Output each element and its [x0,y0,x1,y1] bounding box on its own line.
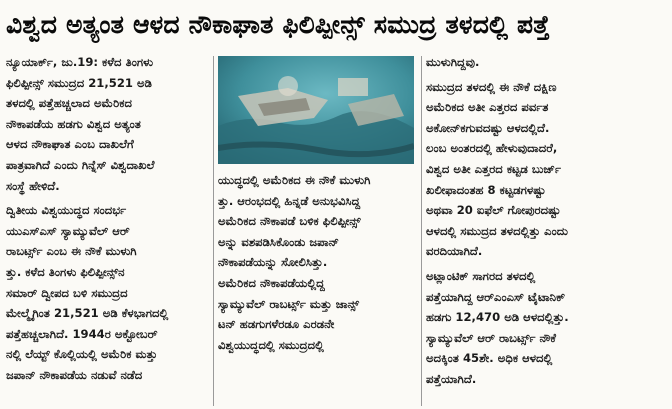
paragraph: ಯುದ್ಧದಲ್ಲಿ ಅಮೆರಿಕದ ಈ ನೌಕೆ ಮುಳುಗಿ ತ್ತು. ಆರಂಭದಲ್ಲಿ ಹಿನ್ನಡೆ ಅನುಭವಿಸಿದ್ದ ಅಮೆರಿಕದ ನೌಕಾಪಡೆ ಬಳಿಕ ಫಿಲಿಪ್ಪೀನ್ಸ್ ಅನ್ನು ವಶಪಡಿಸಿಕೊಂಡು ಜಪಾನ್ ನೌಕಾಪಡೆಯನ್ನು ಸೋಲಿಸಿತ್ತು. ಅಮೆರಿಕದ ನೌಕಾಪಡೆಯಲ್ಲಿದ್ದ ಸ್ಯಾಮ್ಯುವೆಲ್ ರಾಬರ್ಟ್ಸ್ ಮತ್ತು ಜಾನ್ಸ್ ಟನ್ ಹಡಗುಗಳೆರಡೂ ಎರಡನೇ ವಿಶ್ವಯುದ್ಧದಲ್ಲಿ ಸಮುದ್ರದಲ್ಲಿ [218,173,371,352]
paragraph: ಅಟ್ಲಾಂಟಿಕ್ ಸಾಗರದ ತಳದಲ್ಲಿ ಪತ್ತೆಯಾಗಿದ್ದ ಆರ್‌ಎಂಎಸ್ ಟೈಟಾನಿಕ್ ಹಡಗು 12,470 ಅಡಿ ಆಳದಲ್ಲಿತ್ತು. ಸ್ಯಾಮ್ಯುವೆಲ್ ಆರ್ ರಾಬರ್ಟ್ಸ್ ನೌಕೆ ಅದಕ್ಕಿಂತ 45ಶೇ. ಅಧಿಕ ಆಳದಲ್ಲಿ ಪತ್ತೆಯಾಗಿದೆ. [426,268,569,386]
paragraph: ನ್ಯೂಯಾರ್ಕ್, ಜು.19: ಕಳೆದ ತಿಂಗಳು ಫಿಲಿಪ್ಪೀನ್ಸ್ ಸಮುದ್ರದ 21,521 ಅಡಿ ತಳದಲ್ಲಿ ಪತ್ತೆಹಚ್ಚಲಾದ ಅಮೆರಿಕದ ನೌಕಾಪಡೆಯ ಹಡಗು ವಿಶ್ವದ ಅತ್ಯಂತ ಆಳದ ನೌಕಾಘಾತ ಎಂಬ ದಾಖಲೆಗೆ ಪಾತ್ರವಾಗಿದೆ ಎಂದು ಗಿನ್ನೆಸ್ ವಿಶ್ವದಾಖಲೆ ಸಂಸ್ಥೆ ಹೇಳಿದೆ. [6,55,155,193]
column-divider [421,56,422,406]
column-divider [213,56,214,406]
paragraph: ಮುಳುಗಿದ್ದವು. [426,55,480,69]
headline: ವಿಶ್ವದ ಅತ್ಯಂತ ಆಳದ ನೌಕಾಘಾತ ಫಿಲಿಪ್ಪೀನ್ಸ್ ಸಮುದ್ರ ತಳದಲ್ಲಿ ಪತ್ತೆ [6,10,550,39]
paragraph: ದ್ವಿತೀಯ ವಿಶ್ವಯುದ್ಧದ ಸಂದರ್ಭ ಯುಎಸ್‌ಎಸ್ ಸ್ಯಾಮ್ಯುವೆಲ್ ಆರ್ ರಾಬರ್ಟ್ಸ್ ಎಂಬ ಈ ನೌಕೆ ಮುಳುಗಿ ತ್ತು. ಕಳೆದ ತಿಂಗಳು ಫಿಲಿಪ್ಪೀನ್ಸ್‌ನ ಸಮಾರ್ ದ್ವೀಪದ ಬಳಿ ಸಮುದ್ರದ ಮೇಲ್ಮೈಗಿಂತ 21,521 ಅಡಿ ಕೆಳಭಾಗದಲ್ಲಿ ಪತ್ತೆಹಚ್ಚಲಾಗಿದೆ. 1944ರ ಅಕ್ಟೋಬರ್ ನಲ್ಲಿ ಲೆಯ್ಟ್ ಕೊಲ್ಲಿಯಲ್ಲಿ ಅಮೆರಿಕ ಮತ್ತು ಜಪಾನ್ ನೌಕಾಪಡೆಯ ನಡುವೆ ನಡೆದ [6,203,169,382]
underwater-wreck-image [218,56,414,164]
article-column-1 [6,52,210,408]
shipwreck-photo [218,56,414,164]
article-column-3 [426,52,662,408]
article-column-2 [218,170,418,408]
paragraph: ಸಮುದ್ರದ ತಳದಲ್ಲಿ ಈ ನೌಕೆ ದಕ್ಷಿಣ ಅಮೆರಿಕದ ಅತೀ ಎತ್ತರದ ಪರ್ವತ ಅಕೋನ್‌ಕಗುವದಷ್ಟು ಆಳದಲ್ಲಿದೆ. ಲಂಬ ಅಂತರದಲ್ಲಿ ಹೇಳುವುದಾದರೆ, ವಿಶ್ವದ ಅತೀ ಎತ್ತರದ ಕಟ್ಟಡ ಬುರ್ಜ್ ಖಲೀಫಾದಂತಹ 8 ಕಟ್ಟಡಗಳಷ್ಟು ಅಥವಾ 20 ಐಫೆಲ್ ಗೋಪುರದಷ್ಟು ಆಳದಲ್ಲಿ ಸಮುದ್ರದ ತಳದಲ್ಲಿತ್ತು ಎಂದು ವರದಿಯಾಗಿದೆ. [426,79,568,259]
